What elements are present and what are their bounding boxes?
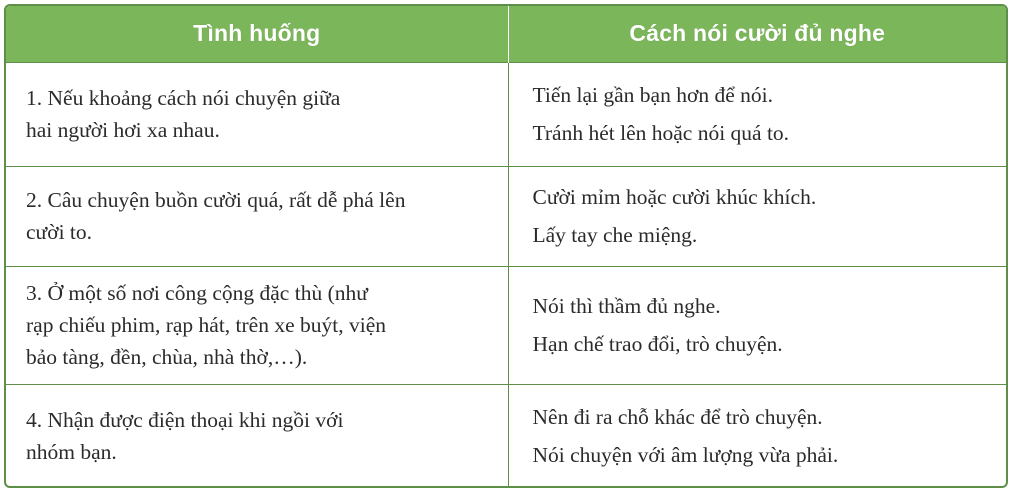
advice-cell bbox=[508, 266, 1006, 384]
table-row bbox=[6, 62, 1006, 166]
situation-table-container bbox=[4, 4, 1008, 488]
situation-cell bbox=[6, 384, 508, 488]
situation-line: rạp chiếu phim, rạp hát, trên xe buýt, viện bbox=[26, 313, 387, 337]
situation-line: 3. Ở một số nơi công cộng đặc thù (như bbox=[26, 281, 368, 305]
table-header-row bbox=[6, 6, 1006, 62]
advice-cell bbox=[508, 166, 1006, 266]
situation-line: 1. Nếu khoảng cách nói chuyện giữa bbox=[26, 86, 341, 110]
situation-line: 2. Câu chuyện buồn cười quá, rất dễ phá lên bbox=[26, 188, 406, 212]
situation-cell bbox=[6, 166, 508, 266]
header-speaking-method: Cách nói cười đủ nghe bbox=[508, 6, 1006, 62]
advice-cell bbox=[508, 384, 1006, 488]
advice-line: Cười mỉm hoặc cười khúc khích. bbox=[532, 185, 817, 209]
advice-line: Lấy tay che miệng. bbox=[532, 223, 698, 247]
situation-cell bbox=[6, 62, 508, 166]
table-row bbox=[6, 266, 1006, 384]
header-situation: Tình huống bbox=[6, 6, 508, 62]
advice-line: Nói chuyện với âm lượng vừa phải. bbox=[532, 443, 839, 468]
situation-line: nhóm bạn. bbox=[26, 440, 117, 465]
situation-line: hai người hơi xa nhau. bbox=[26, 118, 220, 142]
situation-line: 4. Nhận được điện thoại khi ngồi với bbox=[26, 408, 344, 433]
situation-line: cười to. bbox=[26, 220, 93, 244]
advice-line: Tiến lại gần bạn hơn để nói. bbox=[532, 83, 773, 107]
advice-line: Tránh hét lên hoặc nói quá to. bbox=[532, 121, 790, 145]
advice-line: Nên đi ra chỗ khác để trò chuyện. bbox=[532, 405, 823, 430]
situation-cell bbox=[6, 266, 508, 384]
table-row bbox=[6, 384, 1006, 488]
advice-line: Nói thì thầm đủ nghe. bbox=[532, 294, 721, 318]
advice-cell bbox=[508, 62, 1006, 166]
table-row bbox=[6, 166, 1006, 266]
situation-table bbox=[6, 6, 1006, 488]
situation-line: bảo tàng, đền, chùa, nhà thờ,…). bbox=[26, 345, 308, 369]
advice-line: Hạn chế trao đổi, trò chuyện. bbox=[532, 332, 783, 356]
